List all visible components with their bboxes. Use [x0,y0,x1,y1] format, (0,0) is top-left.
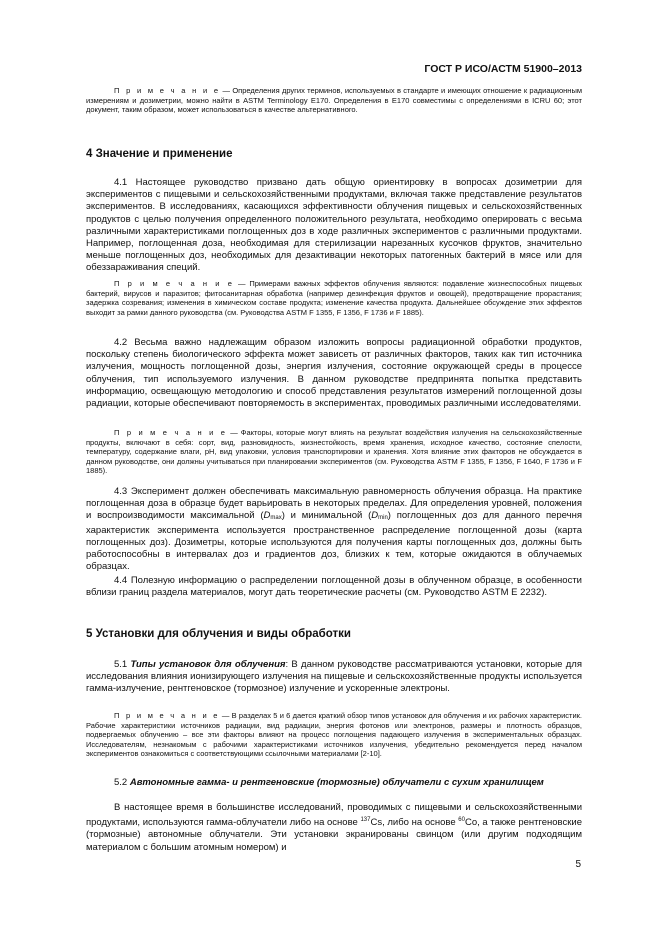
dmin-symbol: D [371,510,379,522]
note-label: П р и м е ч а н и е [114,86,221,95]
paragraph-5-1: 5.1 Типы установок для облучения: В данном руководстве рассматриваются установки, которые для исследования влияния ионизирующего излучения на пищевые и сельскохозяйственные продукты используется гамма-излучение, рентгеновское (тормозное) излучение и ускоренные электроны. [86,659,582,695]
subsection-title: Типы установок для облучения [130,659,286,670]
section-5-title: 5 Установки для облучения и виды обработки [86,628,351,640]
document-header: ГОСТ Р ИСО/АСТМ 51900–2013 [424,63,582,75]
note-effects [86,279,582,317]
note-factors [86,428,582,476]
paragraph-4-2: 4.2 Весьма важно надлежащим образом изложить вопросы радиационной обработки продуктов, поскольку степень биологического эффекта может зависеть от различных факторов, таких как тип источника излучения, мощность поглощенной дозы, энергия излучения, состояние окружающей среды в процессе облучения, тип используемого излучения. В данном руководстве предпринята попытка представить информацию, освещающую методологию и способ представления результатов измерений поглощенной дозы радиации, которые обеспечивают повторяемость в экспериментах, проводимых различными исследователями. [86,337,582,410]
paragraph-4-1: 4.1 Настоящее руководство призвано дать общую ориентировку в вопросах дозиметрии для экспериментов с пищевыми и сельскохозяйственными продуктами, включая также представление результатов экспериментов. В исследованиях, касающихся эффективности облучения пищевых и сельскохозяйственных продуктов с целью получения определенного положительного результата, необходимо оперировать с весьма различными характеристиками поглощенных доз в ходе различных экспериментов с различными продуктами. Например, поглощенная доза, необходимая для стерилизации нарезанных кусочков фруктов, значительно меньше поглощенных доз, необходимых для дезактивации некоторых патогенных бактерий в мясе или для обеззараживания специй. [86,177,582,274]
section-4-title: 4 Значение и применение [86,148,233,160]
note-label: П р и м е ч а н и е [114,711,220,720]
paragraph-5-2: 5.2 Автономные гамма- и рентгеновские (тормозные) облучатели с сухим хранилищем [114,777,544,788]
note-facilities [86,711,582,759]
subsection-title: Автономные гамма- и рентгеновские (тормозные) облучатели с сухим хранилищем [129,777,544,788]
paragraph-4-3: 4.3 Эксперимент должен обеспечивать максимальную равномерность облучения образца. На практике поглощенная доза в образце будет варьировать в некоторых пределах. Для определения уровней, положения и воспроизводимости максимальной $(D_{max})$ и минимальной $(D_{min})$ поглощенных доз для данного перечня характеристик эксперимента используется пространственное распределение поглощенной дозы (карта поглощенных доз). Дозиметры, которые используются для получения карты поглощенных доз, должны быть работоспособны в интервалах доз и градиентов доз, близких к тем, которые ожидаются в облучаемых образцах. [86,486,582,573]
dmax-symbol: D [263,510,271,522]
note-label: П р и м е ч а н и е [114,279,235,288]
page-number: 5 [575,859,581,870]
note-terminology [86,86,582,115]
note-text: — Определения других терминов, используемых в стандарте и имеющих отношение к радиационным измерениям и дозиметрии, можно найти в ASTM Terminology E170. Определения в E170 совместимы с определениями в ICRU 60; этот документ, таким образом, может использоваться в качестве альтернативного. [86,86,582,114]
paragraph-4-4: 4.4 Полезную информацию о распределении поглощенной дозы в облученном образце, в особенности вблизи границ раздела материалов, могут дать теоретические расчеты (см. Руководство ASTM E 2232). [86,575,582,599]
note-text: — Примерами важных эффектов облучения являются: подавление жизнеспособных пищевых бактерий, вирусов и паразитов; фитосанитарная обработка (например дезинфекция фруктов и овощей), предотвращение прорастания; задержка созревания; изменения в химическом составе продукта; изменение качества продукта. Дальнейшее обсуждение этих эффектов выходит за рамки данного руководства (см. Руководства ASTM F 1355, F 1356, F 1736 и F 1885). [86,279,583,317]
paragraph-5-2-text: В настоящее время в большинстве исследований, проводимых с пищевыми и сельскохозяйственными продуктами, используются гамма-облучатели либо на основе $^{137}$Cs, либо на основе $^{60}$Co, а также рентгеновские (тормозные) автономные облучатели. Эти установки экранированы свинцом (или другим подходящим материалом с большим атомным номером) и [86,802,582,853]
note-text: — В разделах 5 и 6 дается краткий обзор типов установок для облучения и их рабочих характеристик. Рабочие характеристики источников радиации, вид радиации, энергия фотонов или электронов, размеры и плотность образцов, подвергаемых облучению – все эти факторы влияют на процесс поглощения падающего излучения в экспериментальных образцах. Исследователям, незнакомым с рабочими характеристиками источников излучения, убедительно рекомендуется перед началом экспериментов ознакомиться с соответствующими ссылочными материалами [2-10]. [86,711,582,758]
note-text: — Факторы, которые могут влиять на результат воздействия излучения на сельскохозяйственные продукты, включают в себя: сорт, вид, разновидность, жизнестойкость, время хранения, исходное качество, состояние спелости, температуру, содержание влаги, pH, вид упаковки, условия транспортировки и хранения. Хотя влияние этих факторов не обсуждается в данном руководстве, они должны учитываться при планировании экспериментов (см. Руководства ASTM F 1355, F 1356, F 1640, F 1736 и F 1885). [86,428,582,475]
note-label: П р и м е ч а н и е [114,428,228,437]
